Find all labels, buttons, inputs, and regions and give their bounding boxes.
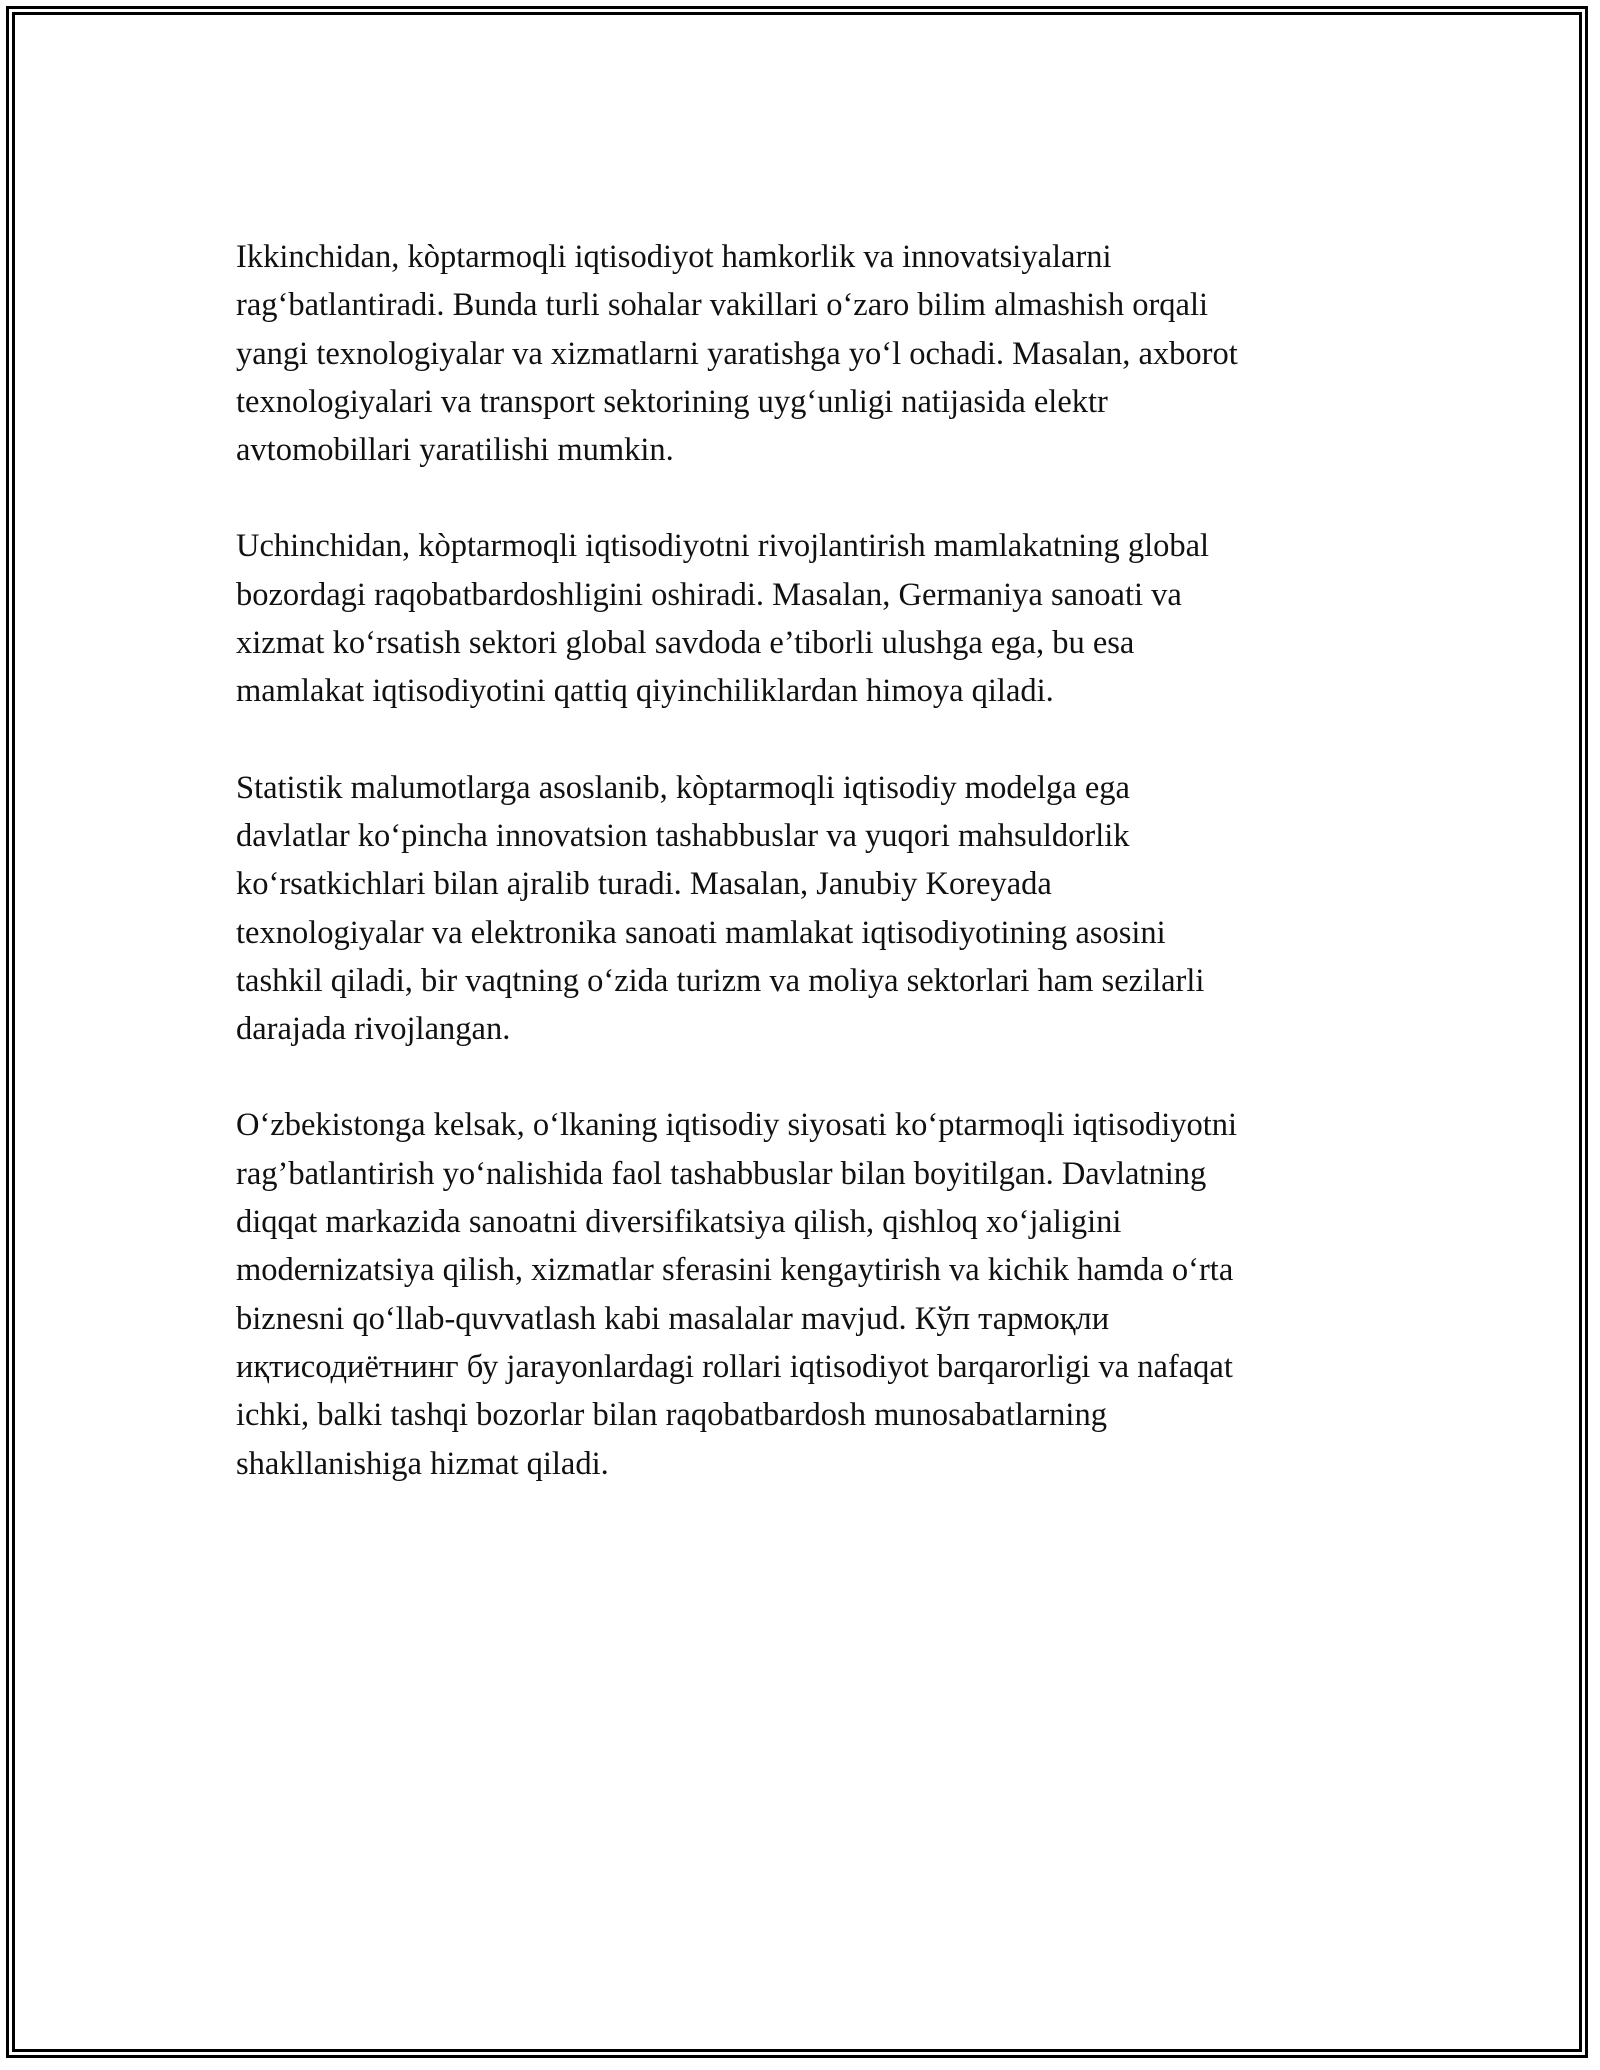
- document-body: [236, 233, 1386, 1536]
- paragraph-1: Ikkinchidan, kòptarmoqli iqtisodiyot hamkorlik va innovatsiyalarni rag‘batlantiradi. Bunda turli sohalar vakillari o‘zaro bilim almashish orqali yangi texnologiyalar va xizmatlarni yaratishga yo‘l ochadi. Masalan, axborot texnologiyalari va transport sektorining uyg‘unligi natijasida elektr avtomobillari yaratilishi mumkin.: [236, 239, 1238, 469]
- paragraph-4: O‘zbekistonga kelsak, o‘lkaning iqtisodiy siyosati ko‘ptarmoqli iqtisodiyotni rag’batlantirish yo‘nalishida faol tashabbuslar bilan boyitilgan. Davlatning diqqat markazida sanoatni diversifikatsiya qilish, qishloq xo‘jaligini modernizatsiya qilish, xizmatlar sferasini kengaytirish va kichik hamda o‘rta biznesni qo‘llab-quvvatlash kabi masalalar mavjud. Кўп тармоқли иқтисодиётнинг бу jarayonlardagi rollari iqtisodiyot barqarorligi va nafaqat ichki, balki tashqi bozorlar bilan raqobatbardosh munosabatlarning shakllanishiga hizmat qiladi.: [236, 1107, 1238, 1482]
- paragraph-3: Statistik malumotlarga asoslanib, kòptarmoqli iqtisodiy modelga ega davlatlar ko‘pincha innovatsion tashabbuslar va yuqori mahsuldorlik ko‘rsatkichlari bilan ajralib turadi. Masalan, Janubiy Koreyada texnologiyalar va elektronika sanoati mamlakat iqtisodiyotining asosini tashkil qiladi, bir vaqtning o‘zida turizm va moliya sektorlari ham sezilarli darajada rivojlangan.: [236, 769, 1205, 1048]
- paragraph-2: Uchinchidan, kòptarmoqli iqtisodiyotni rivojlantirish mamlakatning global bozordagi raqobatbardoshligini oshiradi. Masalan, Germaniya sanoati va xizmat ko‘rsatish sektori global savdoda e’tiborli ulushga ega, bu esa mamlakat iqtisodiyotini qattiq qiyinchiliklardan himoya qiladi.: [236, 528, 1210, 710]
